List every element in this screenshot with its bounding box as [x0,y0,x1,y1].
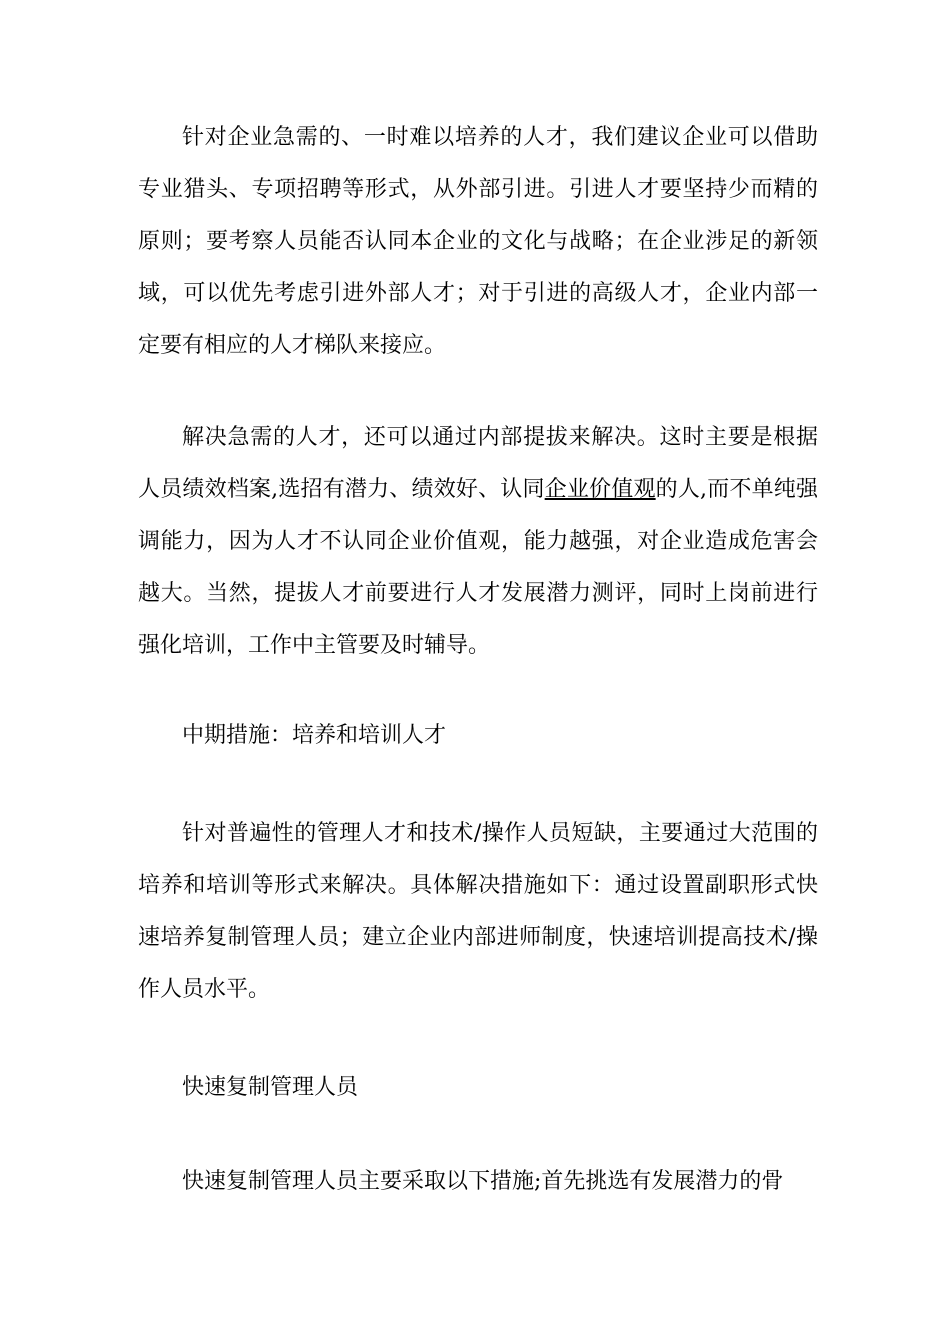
paragraph-text-before-link: 解决急需的人才，还可以通过内部提拔来解决。这时主要是根据人员绩效档案,选招有潜力、绩效好、认同 [138,425,818,502]
enterprise-values-link[interactable]: 企业价值观 [544,477,656,502]
paragraph-external-recruitment: 针对企业急需的、一时难以培养的人才，我们建议企业可以借助专业猎头、专项招聘等形式，从外部引进。引进人才要坚持少而精的原则；要考察人员能否认同本企业的文化与战略；在企业涉足的新领域，可以优先考虑引进外部人才；对于引进的高级人才，企业内部一定要有相应的人才梯队来接应。 [138,125,818,358]
section-heading-mid-term: 中期措施：培养和培训人才 [182,723,447,748]
paragraph-quick-copy: 快速复制管理人员主要采取以下措施;首先挑选有发展潜力的骨 [182,1169,784,1194]
section-heading-quick-copy: 快速复制管理人员 [182,1075,359,1100]
paragraph-text-after-link: 的人,而不单纯强调能力，因为人才不认同企业价值观，能力越强，对企业造成危害会越大。当然，提拔人才前要进行人才发展潜力测评，同时上岗前进行强化培训，工作中主管要及时辅导。 [138,477,818,658]
paragraph-training: 针对普遍性的管理人才和技术/操作人员短缺，主要通过大范围的培养和培训等形式来解决。具体解决措施如下：通过设置副职形式快速培养复制管理人员；建立企业内部进师制度，快速培训提高技术/操作人员水平。 [138,821,818,1002]
paragraph-internal-promotion [138,412,818,672]
